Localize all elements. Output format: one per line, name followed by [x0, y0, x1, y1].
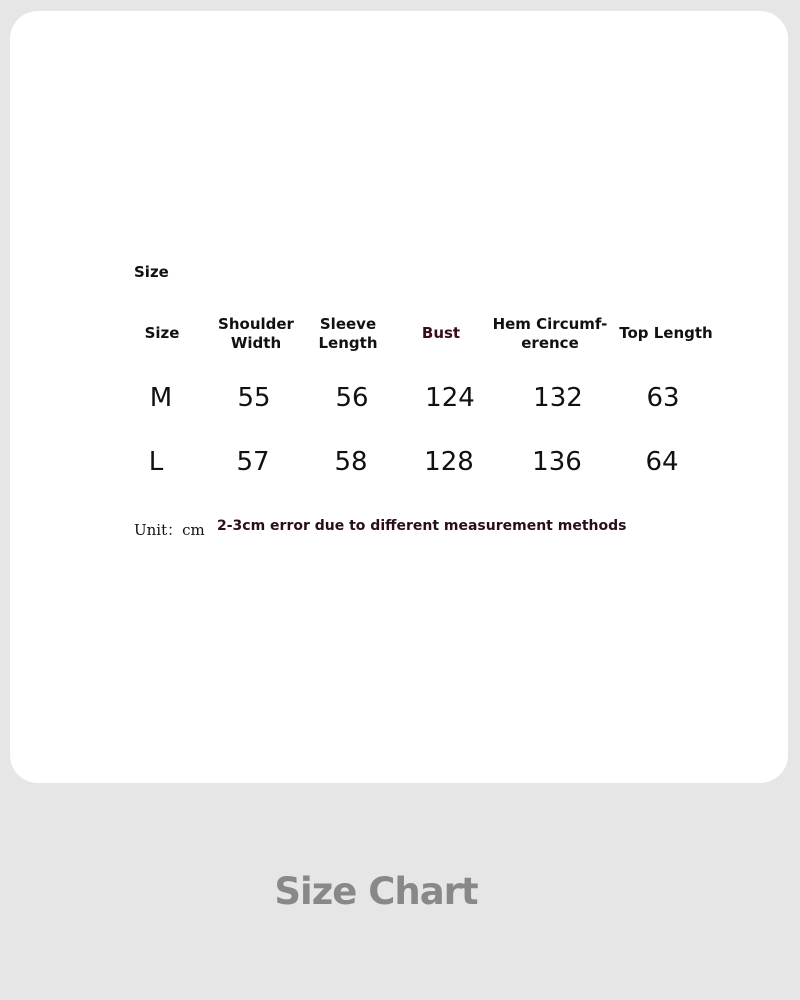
header-size: Size [144, 324, 180, 342]
table-cell: 58 [334, 447, 368, 477]
table-cell: M [149, 383, 173, 413]
table-cell: 128 [424, 447, 474, 477]
unit-label: Unit：cm [134, 521, 205, 539]
table-cell: 55 [237, 383, 271, 413]
table-cell: 57 [236, 447, 270, 477]
header-shoulder-width: Shoulder Width [218, 315, 294, 352]
size-chart-card [10, 11, 788, 783]
table-cell: 64 [645, 447, 679, 477]
header-sleeve-length: Sleeve Length [318, 315, 378, 352]
table-heading: Size [134, 263, 169, 281]
header-top-length: Top Length [619, 324, 713, 342]
header-bust: Bust [421, 324, 461, 342]
page-title: Size Chart [274, 870, 478, 913]
table-cell: 136 [532, 447, 582, 477]
header-hem-circumference: Hem Circumf- erence [492, 315, 608, 352]
measurement-note: 2-3cm error due to different measurement methods [217, 518, 627, 534]
table-cell: 56 [335, 383, 369, 413]
table-cell: 124 [425, 383, 475, 413]
table-cell: 132 [533, 383, 583, 413]
table-cell: L [148, 447, 164, 477]
table-cell: 63 [646, 383, 680, 413]
